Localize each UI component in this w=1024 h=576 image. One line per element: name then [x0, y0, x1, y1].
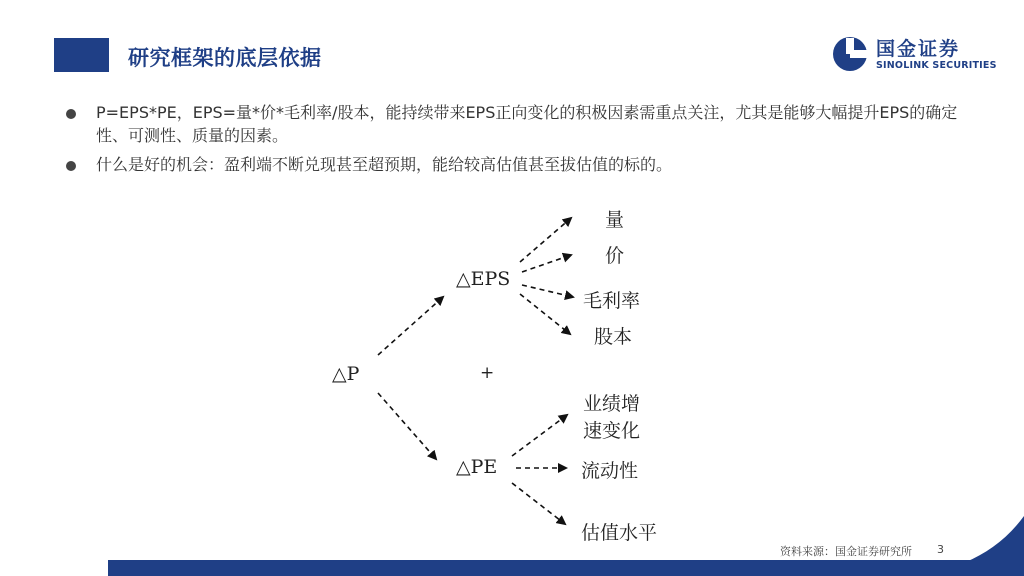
eps-factor-volume: 量: [605, 209, 625, 231]
node-delta-eps: △EPS: [456, 268, 511, 290]
bullet-text: 什么是好的机会：盈利端不断兑现甚至超预期，能给较高估值甚至拔估值的标的。: [96, 155, 673, 174]
source-note: 资料来源：国金证券研究所: [780, 545, 912, 558]
arrow-eps-to-volume: [520, 218, 571, 262]
arrow-p-to-pe: [378, 393, 436, 459]
bullet-text: P=EPS*PE，EPS=量*价*毛利率/股本，能持续带来EPS正向变化的积极因素需重点关注，尤其是能够大幅提升EPS的确定性、可测性、质量的因素。: [96, 103, 958, 145]
eps-factor-gross-margin: 毛利率: [583, 290, 641, 312]
arrow-pe-to-valuation: [512, 483, 565, 524]
arrow-eps-to-shares: [520, 294, 570, 334]
logo-text-cn: 国金证券: [876, 38, 961, 60]
page-title: 研究框架的底层依据: [128, 46, 322, 70]
pe-factor-valuation-level: 估值水平: [581, 522, 658, 544]
eps-factor-price: 价: [605, 245, 625, 267]
eps-factor-share-capital: 股本: [594, 326, 633, 348]
arrow-pe-to-growth: [512, 415, 567, 456]
node-delta-pe: △PE: [456, 456, 498, 478]
logo-text-en: SINOLINK SECURITIES: [876, 60, 997, 71]
page-number: 3: [937, 543, 944, 556]
arrow-eps-to-margin: [522, 285, 573, 297]
pe-factor-growth-line2: 速变化: [583, 420, 641, 442]
arrow-eps-to-price: [522, 255, 571, 272]
pe-factor-liquidity: 流动性: [581, 460, 639, 482]
pe-factor-growth-line1: 业绩增: [583, 393, 641, 415]
node-delta-p: △P: [332, 363, 360, 385]
plus-sign: +: [480, 363, 495, 383]
footer-bar: [108, 560, 1024, 576]
arrow-p-to-eps: [378, 297, 443, 355]
